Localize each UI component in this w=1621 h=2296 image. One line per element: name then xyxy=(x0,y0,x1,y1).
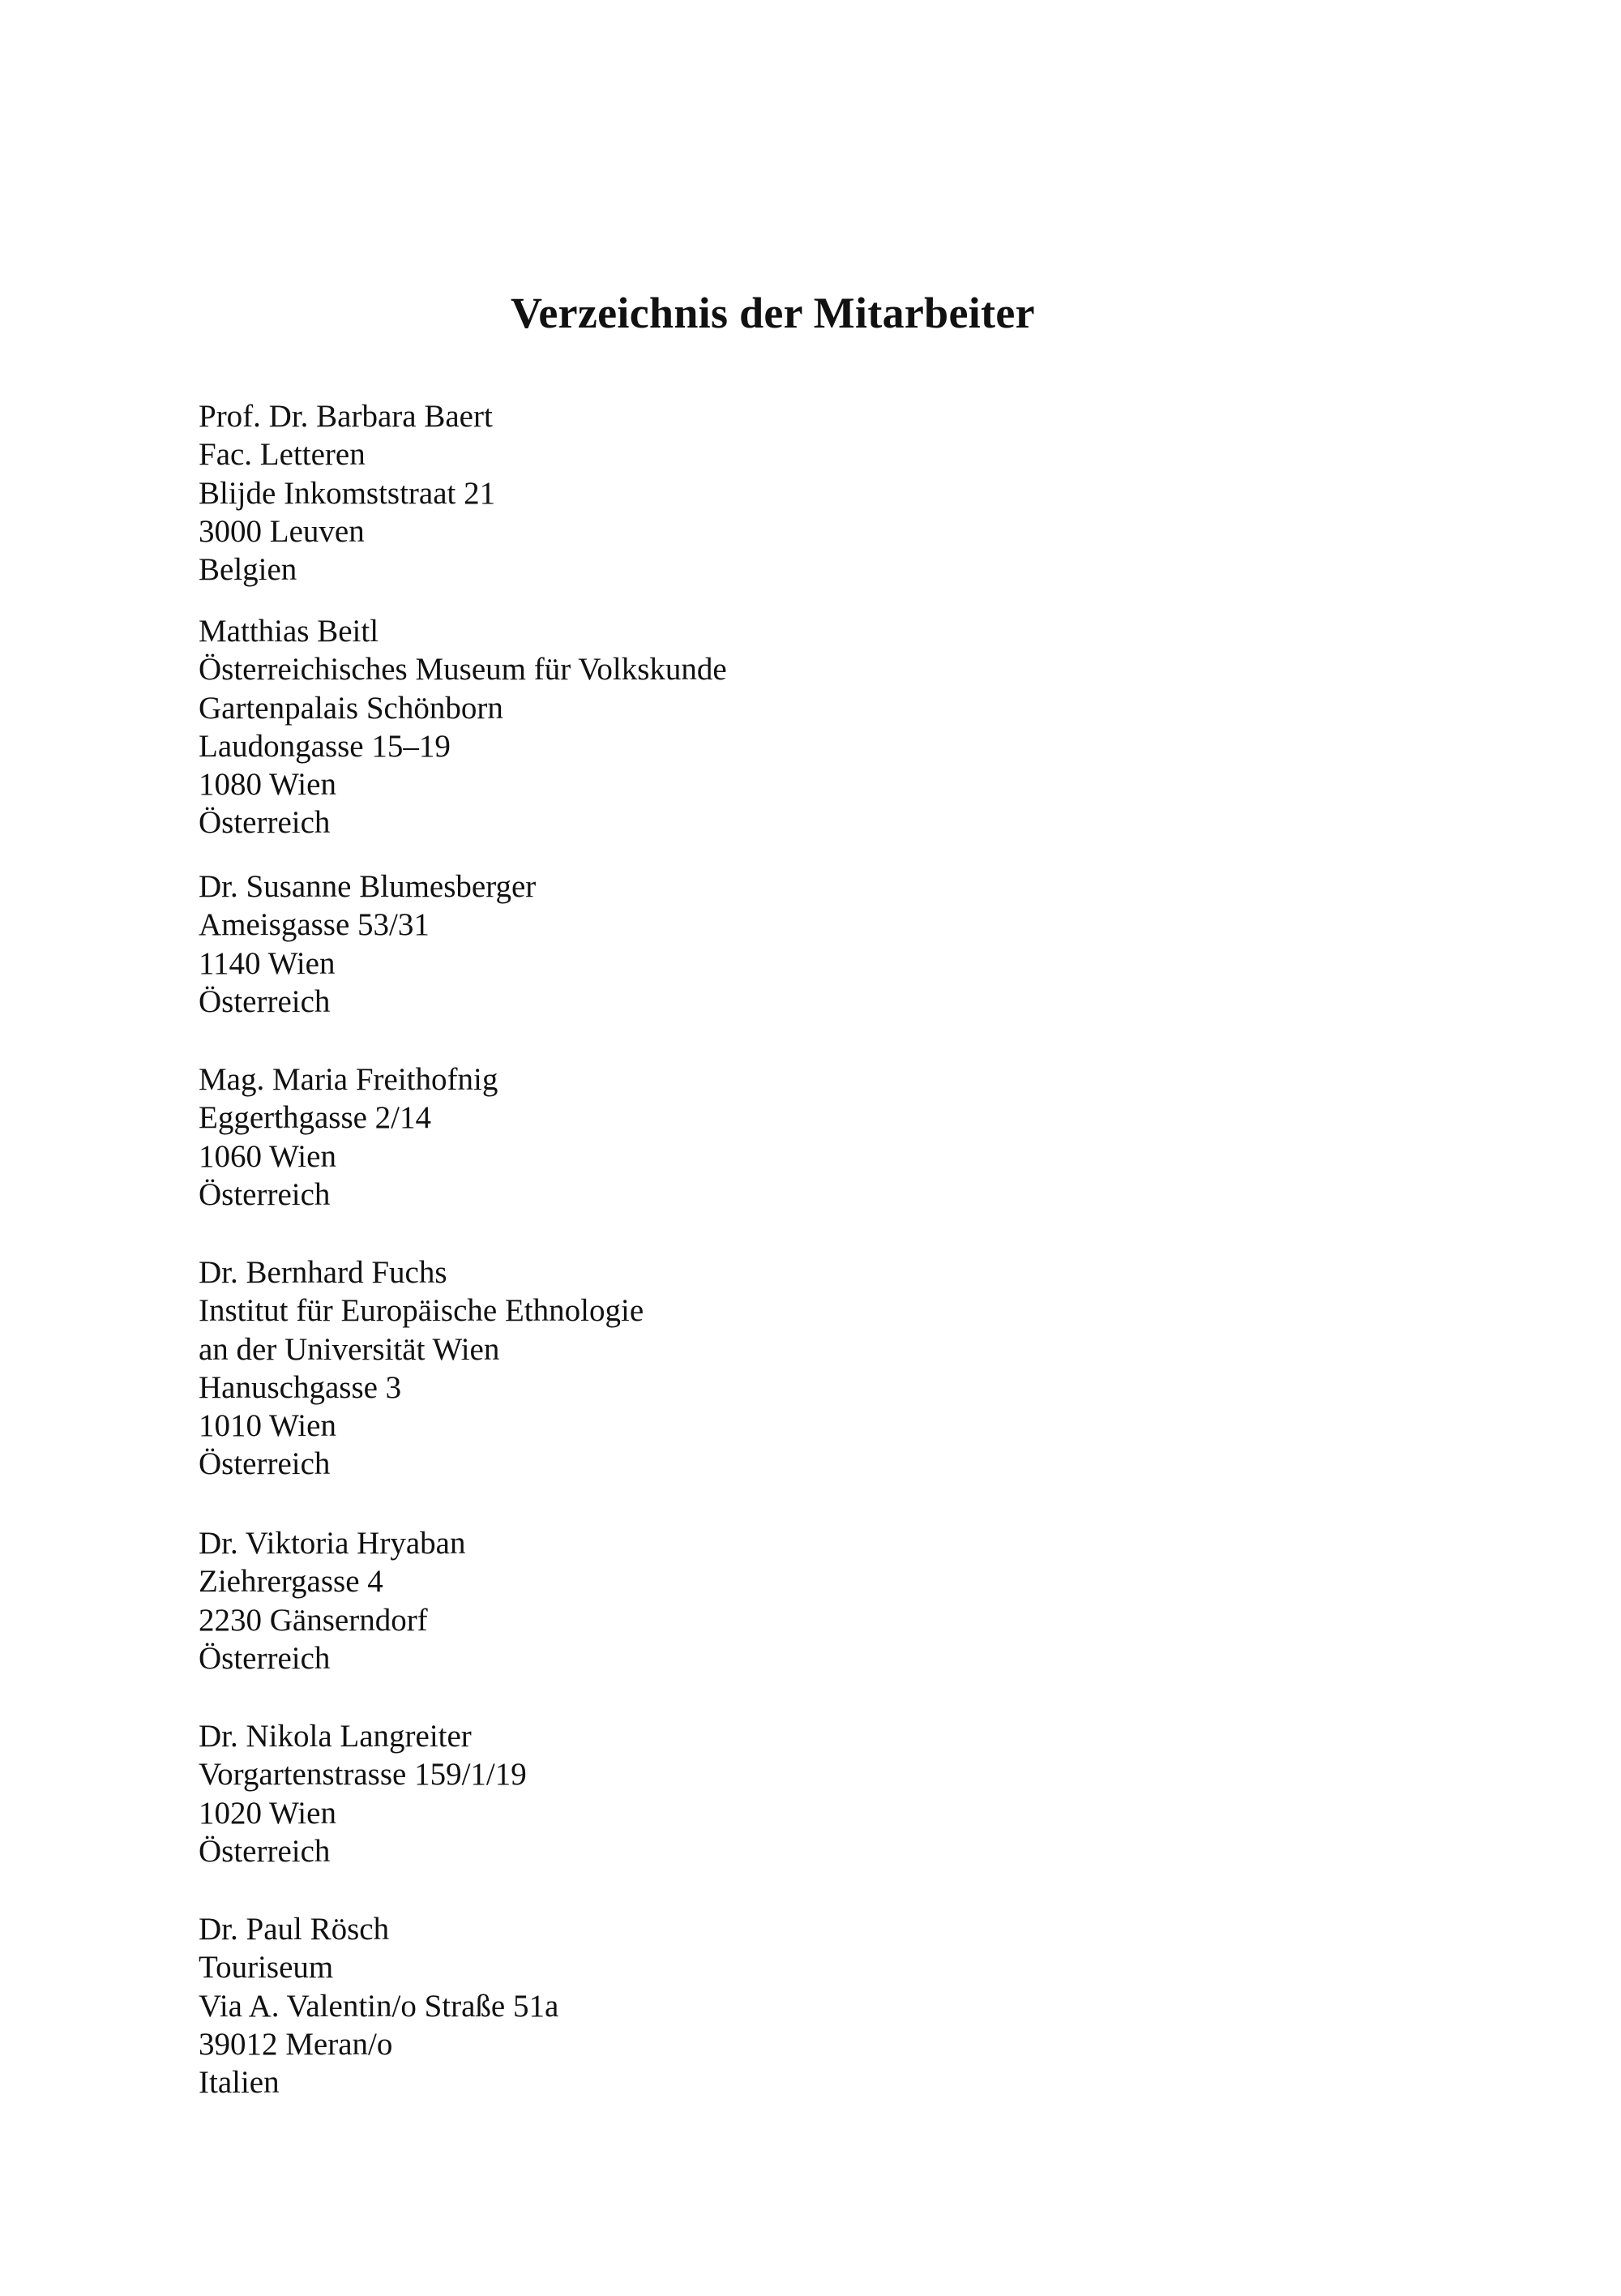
contributor-name: Dr. Viktoria Hryaban xyxy=(199,1526,466,1561)
contributor-entry xyxy=(199,1524,465,1677)
contributor-entry xyxy=(199,1717,527,1870)
address-country: Belgien xyxy=(199,552,297,588)
address-country: Österreich xyxy=(199,1446,331,1482)
contributor-name: Matthias Beitl xyxy=(199,614,379,649)
contributor-name: Dr. Susanne Blumesberger xyxy=(199,869,537,904)
contributor-entry xyxy=(199,397,495,589)
address-country: Österreich xyxy=(199,1833,331,1869)
address-line: Ameisgasse 53/31 xyxy=(199,907,430,943)
address-line: 1060 Wien xyxy=(199,1138,336,1174)
contributor-name: Mag. Maria Freithofnig xyxy=(199,1062,498,1097)
address-line: 1020 Wien xyxy=(199,1795,336,1831)
address-line: 2230 Gänserndorf xyxy=(199,1602,428,1638)
contributor-name: Dr. Paul Rösch xyxy=(199,1912,390,1947)
address-country: Österreich xyxy=(199,805,331,841)
address-line: Via A. Valentin/o Straße 51a xyxy=(199,1988,559,2024)
address-line: 1080 Wien xyxy=(199,767,336,803)
address-line: Gartenpalais Schönborn xyxy=(199,690,503,726)
address-line: Eggerthgasse 2/14 xyxy=(199,1100,432,1136)
contributor-name: Dr. Bernhard Fuchs xyxy=(199,1255,447,1290)
contributor-entry xyxy=(199,612,727,842)
address-line: 1140 Wien xyxy=(199,945,336,981)
address-line: Institut für Europäische Ethnologie xyxy=(199,1293,644,1329)
address-line: 39012 Meran/o xyxy=(199,2026,393,2062)
address-line: Laudongasse 15–19 xyxy=(199,728,451,764)
address-line: Ziehrergasse 4 xyxy=(199,1564,383,1600)
address-country: Österreich xyxy=(199,1640,331,1676)
contributor-name: Prof. Dr. Barbara Baert xyxy=(199,399,493,434)
address-line: 3000 Leuven xyxy=(199,513,365,549)
address-line: Vorgartenstrasse 159/1/19 xyxy=(199,1757,527,1793)
contributor-entry xyxy=(199,1253,644,1484)
page-title: Verzeichnis der Mitarbeiter xyxy=(511,289,1035,337)
contributor-name: Dr. Nikola Langreiter xyxy=(199,1719,472,1754)
address-line: 1010 Wien xyxy=(199,1408,336,1444)
contributor-entry xyxy=(199,1910,558,2101)
address-line: Österreichisches Museum für Volkskunde xyxy=(199,652,727,688)
address-country: Österreich xyxy=(199,1176,331,1212)
contributor-entry xyxy=(199,867,536,1021)
address-line: Touriseum xyxy=(199,1950,334,1985)
address-line: an der Universität Wien xyxy=(199,1331,500,1367)
address-line: Fac. Letteren xyxy=(199,437,366,473)
address-country: Italien xyxy=(199,2065,280,2101)
address-line: Blijde Inkomststraat 21 xyxy=(199,475,496,511)
address-line: Hanuschgasse 3 xyxy=(199,1369,402,1405)
address-country: Österreich xyxy=(199,983,331,1019)
contributor-entry xyxy=(199,1060,498,1214)
